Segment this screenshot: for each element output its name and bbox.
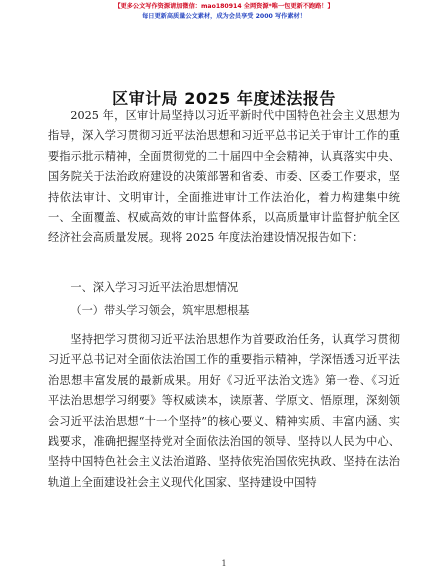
intro-paragraph — [48, 106, 400, 249]
paragraph-text: 坚持把学习贯彻习近平法治思想作为首要政治任务，认真学习贯彻习近平总书记对全面依法治国工作的重要指示精神，学深悟透习近平法治思想丰富发展的最新成果。用好《习近平法治文选》第一卷、《习近平法治思想学习纲要》等权威读本，读原著、学原文、悟原理，深刻领会习近平法治思想“十一个坚持”的核心要义、精神实质、丰富内涵、实践要求，准确把握坚持党对全面依法治国的领导、坚持以人民为中心、坚持中国特色社会主义法治道路、坚持依宪治国依宪执政、坚持在法治轨道上全面建设社会主义现代化国家、坚持建设中国特 — [48, 333, 400, 489]
section-heading: 一、深入学习习近平法治思想情况 — [70, 281, 239, 294]
document-title: 区审计局 2025 年度述法报告 — [112, 89, 336, 108]
banner-line-2[interactable]: 每日更新高质量公文素材，成为会员享受 2000 写作素材！ — [142, 13, 306, 20]
paragraph-text: 2025 年，区审计局坚持以习近平新时代中国特色社会主义思想为指导，深入学习贯彻习近平法治思想和习近平总书记关于审计工作的重要指示批示精神，全面贯彻党的二十届四中全会精神，认真落实中央、国务院关于法治政府建设的决策部署和省委、市委、区委工作要求，坚持依法审计、文明审计，全面推进审计工作法治化，着力构建集中统一、全面覆盖、权威高效的审计监督体系，以高质量审计监督护航全区经济社会高质量发展。现将 2025 年度法治建设情况报告如下： — [48, 109, 400, 245]
banner-line-1[interactable]: 【更多公文写作资源请加微信：mao180914 全网资源*唯一包更新不跑路！】 — [114, 3, 334, 10]
page-number: 1 — [221, 559, 227, 568]
body-paragraph — [48, 330, 400, 493]
header-banner — [0, 2, 448, 22]
subsection-heading: （一）带头学习领会，筑牢思想根基 — [70, 304, 250, 317]
